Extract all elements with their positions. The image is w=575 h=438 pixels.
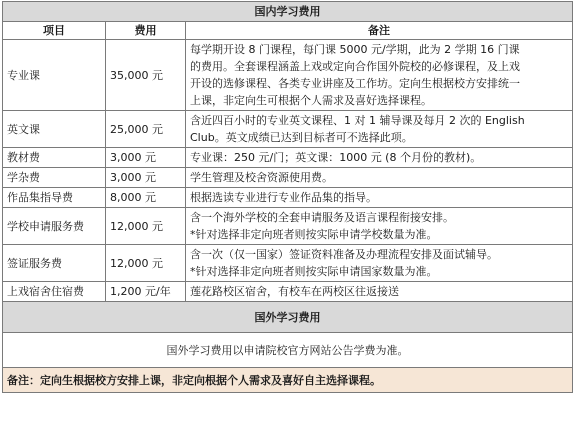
row-note-line: 专业课：250 元/门；英文课：1000 元 (8 个月份的教材)。	[190, 151, 482, 164]
table-row	[3, 188, 573, 208]
table-row	[3, 282, 573, 302]
row-note-line: 根据选读专业进行专业作品集的指导。	[190, 191, 377, 204]
row-fee-amount: 3,000 元	[106, 148, 186, 168]
row-note-line: 含一个海外学校的全套申请服务及语言课程衔接安排。	[190, 211, 454, 224]
row-item-name: 学杂费	[3, 168, 106, 188]
row-fee-amount: 12,000 元	[106, 245, 186, 282]
column-header-note: 备注	[186, 22, 573, 40]
row-note	[186, 188, 573, 208]
row-item-name: 学校申请服务费	[3, 208, 106, 245]
table-row	[3, 111, 573, 148]
row-note	[186, 168, 573, 188]
row-note	[186, 245, 573, 282]
column-header-item: 项目	[3, 22, 106, 40]
row-note	[186, 40, 573, 111]
row-fee-amount: 3,000 元	[106, 168, 186, 188]
column-header-row	[3, 22, 573, 40]
row-note-line: 含近四百小时的专业英文课程、1 对 1 辅导课及每月 2 次的 English	[190, 114, 525, 127]
row-note	[186, 208, 573, 245]
row-note-line: 学生管理及校舍资源使用费。	[190, 171, 333, 184]
row-note-line: 开设的选修课程、各类专业讲座及工作坊。定向生根据校方安排统一	[190, 77, 520, 90]
fee-rows	[3, 40, 573, 302]
domestic-section-title: 国内学习费用	[3, 2, 573, 22]
row-note-line: *针对选择非定向班者则按实际申请学校数量为准。	[190, 228, 438, 241]
table-row	[3, 245, 573, 282]
row-note-line: 莲花路校区宿舍，有校车在两校区往返接送	[190, 285, 399, 298]
row-fee-amount: 1,200 元/年	[106, 282, 186, 302]
row-note	[186, 111, 573, 148]
row-note-line: 的费用。全套课程涵盖上戏或定向合作国外院校的必修课程，及上戏	[190, 60, 520, 73]
row-item-name: 作品集指导费	[3, 188, 106, 208]
row-note-line: 含一次（仅一国家）签证资料准备及办理流程安排及面试辅导。	[190, 248, 498, 261]
table-row	[3, 208, 573, 245]
row-item-name: 上戏宿舍住宿费	[3, 282, 106, 302]
row-note-line: 每学期开设 8 门课程，每门课 5000 元/学期，此为 2 学期 16 门课	[190, 43, 520, 56]
remark-note: 备注：定向生根据校方安排上课，非定向根据个人需求及喜好自主选择课程。	[3, 368, 573, 393]
row-fee-amount: 8,000 元	[106, 188, 186, 208]
fee-table	[2, 1, 573, 393]
row-item-name: 专业课	[3, 40, 106, 111]
table-row	[3, 40, 573, 111]
row-note-line: *针对选择非定向班者则按实际申请国家数量为准。	[190, 265, 438, 278]
table-row	[3, 168, 573, 188]
international-section-title: 国外学习费用	[3, 302, 573, 333]
row-note-line: Club。英文成绩已达到目标者可不选择此项。	[190, 131, 413, 144]
row-fee-amount: 35,000 元	[106, 40, 186, 111]
row-note	[186, 282, 573, 302]
row-item-name: 英文课	[3, 111, 106, 148]
row-note	[186, 148, 573, 168]
row-note-line: 上课，非定向生可根据个人需求及喜好选择课程。	[190, 94, 432, 107]
column-header-fee: 费用	[106, 22, 186, 40]
row-item-name: 签证服务费	[3, 245, 106, 282]
table-row	[3, 148, 573, 168]
row-fee-amount: 25,000 元	[106, 111, 186, 148]
row-item-name: 教材费	[3, 148, 106, 168]
row-fee-amount: 12,000 元	[106, 208, 186, 245]
international-fee-note: 国外学习费用以申请院校官方网站公告学费为准。	[3, 333, 573, 368]
